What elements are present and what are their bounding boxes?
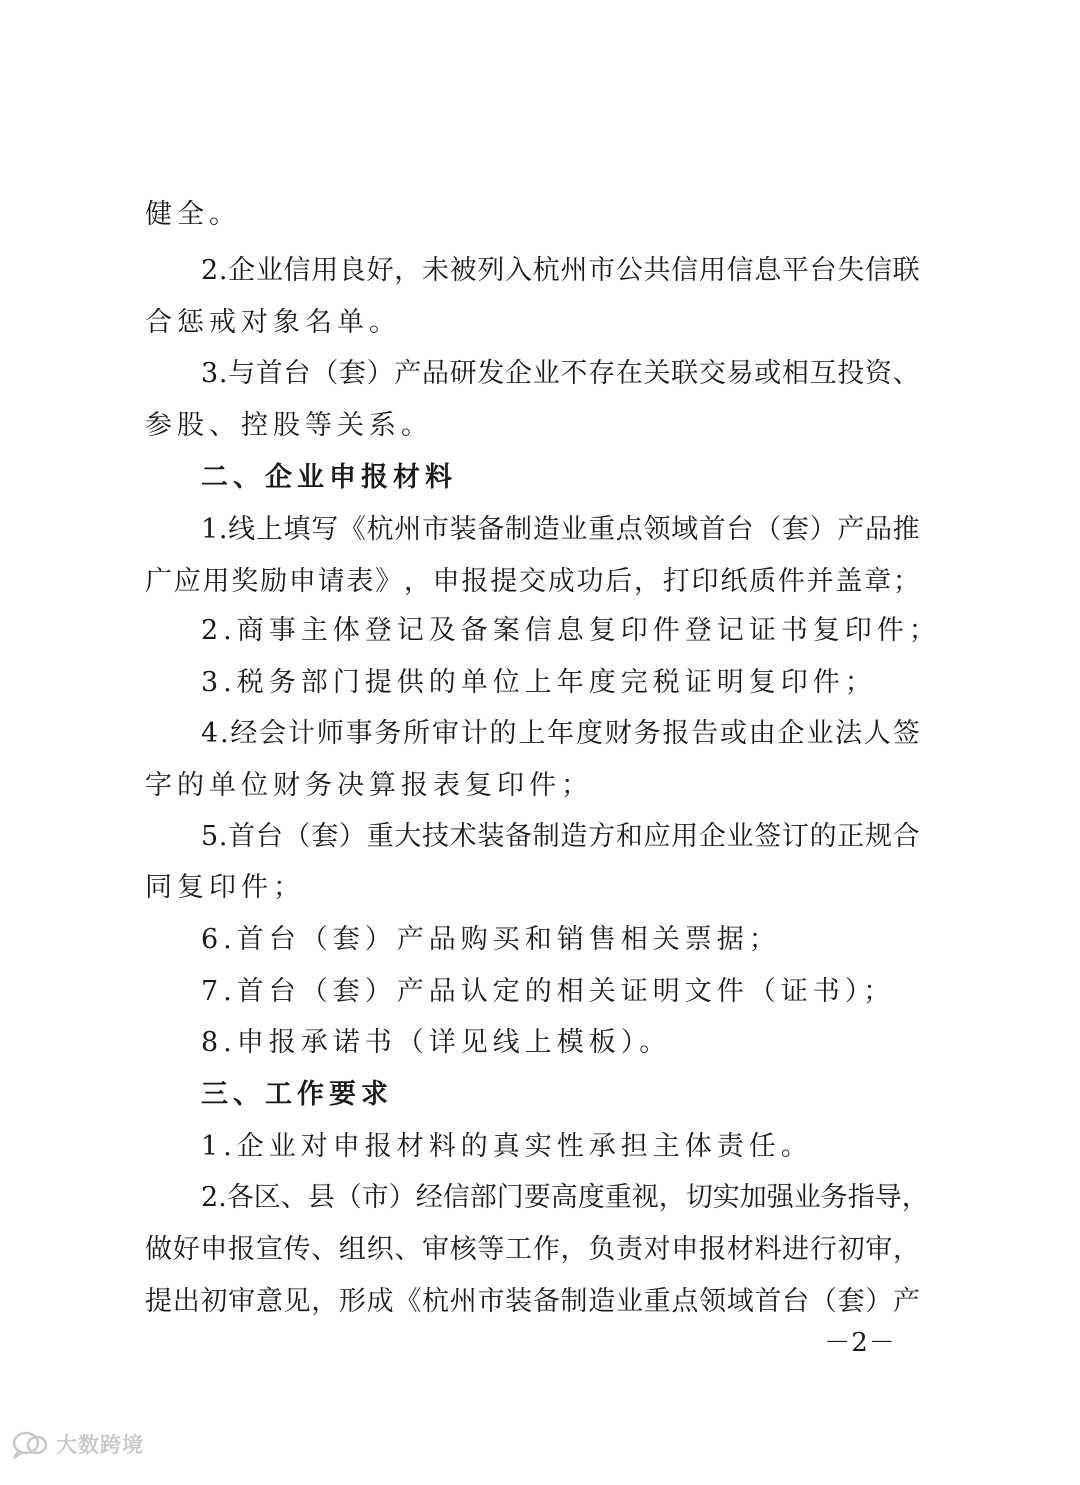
page-number: －2－ <box>824 1328 896 1358</box>
paragraph-line: 1.企业对申报材料的真实性承担主体责任。 <box>201 1131 813 1162</box>
paragraph-line: 广 应 用 奖 励 申 请 表 》 ， 申 报 提 交 成 功 后 ， 打 印 纸 质 件 并 盖 章 ； <box>145 566 920 597</box>
section-heading: 三、工作要求 <box>201 1079 393 1110</box>
paragraph-line: 7.首台（套）产品认定的相关证明文件（证书）； <box>201 976 896 1007</box>
paragraph-line: 3 . 与 首 台 （ 套 ） 产 品 研 发 企 业 不 存 在 关 联 交 易 或 相 互 投 资 、 <box>201 358 920 389</box>
paragraph-line: 做 好 申 报 宣 传 、 组 织 、 审 核 等 工 作 ， 负 责 对 申 报 材 料 进 行 初 审 ， <box>145 1234 920 1265</box>
chat-bubble-logo-icon <box>10 1429 50 1459</box>
paragraph-line: 字的单位财务决算报表复印件； <box>145 770 593 801</box>
paragraph-line: 3.税务部门提供的单位上年度完税证明复印件； <box>201 667 877 698</box>
paragraph-line: 2.商事主体登记及备案信息复印件登记证书复印件； <box>201 615 941 646</box>
paragraph-line: 同复印件； <box>145 872 305 903</box>
paragraph-line: 5 . 首 台 （ 套 ） 重 大 技 术 装 备 制 造 方 和 应 用 企 业 签 订 的 正 规 合 <box>201 821 920 852</box>
paragraph-line: 8.申报承诺书（详见线上模板）。 <box>201 1027 672 1058</box>
watermark <box>10 1428 144 1460</box>
paragraph-line: 合惩戒对象名单。 <box>145 307 401 338</box>
paragraph-line: 4 . 经 会 计 师 事 务 所 审 计 的 上 年 度 财 务 报 告 或 由 企 业 法 人 签 <box>201 718 920 749</box>
paragraph-line: 提 出 初 审 意 见 ， 形 成 《 杭 州 市 装 备 制 造 业 重 点 领 域 首 台 （ 套 ） 产 <box>145 1286 920 1317</box>
watermark-text: 大数跨境 <box>56 1433 144 1457</box>
paragraph-line: 2 . 企 业 信 用 良 好 ， 未 被 列 入 杭 州 市 公 共 信 用 信 息 平 台 失 信 联 <box>201 255 920 286</box>
paragraph-line: 2 . 各 区 、 县 （ 市 ） 经 信 部 门 要 高 度 重 视 ， 切 实 加 强 业 务 指 导 ， <box>201 1182 929 1213</box>
paragraph-line: 健全。 <box>145 199 241 230</box>
section-heading: 二、企业申报材料 <box>201 462 457 493</box>
paragraph-line: 参股、控股等关系。 <box>145 410 433 441</box>
paragraph-line: 6.首台（套）产品购买和销售相关票据； <box>201 924 781 955</box>
paragraph-line: 1 . 线 上 填 写 《 杭 州 市 装 备 制 造 业 重 点 领 域 首 台 （ 套 ） 产 品 推 <box>201 514 920 545</box>
